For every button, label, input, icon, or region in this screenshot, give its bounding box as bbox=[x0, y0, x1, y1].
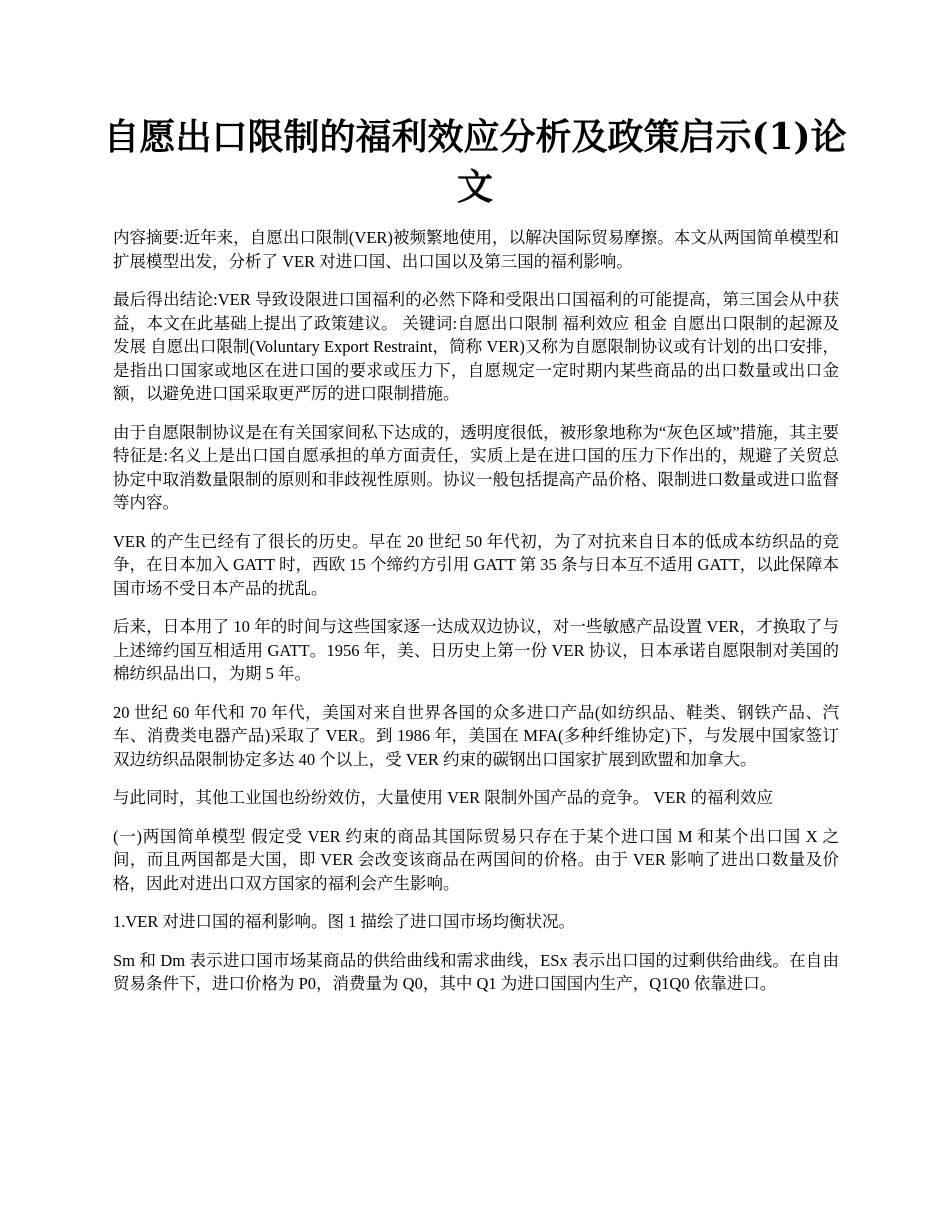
paragraph-us-ver: 20 世纪 60 年代和 70 年代，美国对来自世界各国的众多进口产品(如纺织品、鞋类、钢铁产品、汽车、消费类电器产品)采取了 VER。到 1986 年，美国在 MFA(多种纤维协定)下，与发展中国家签订双边纺织品限制协定多达 40 个以上，受 VER 约束的碳钢出口国家扩展到欧盟和加拿大。 bbox=[113, 702, 839, 769]
paragraph-supply-demand: Sm 和 Dm 表示进口国市场某商品的供给曲线和需求曲线，ESx 表示出口国的过剩供给曲线。在自由贸易条件下，进口价格为 P0，消费量为 Q0，其中 Q1 为进口国国内生产，Q1Q0 依靠进口。 bbox=[113, 950, 839, 993]
paragraph-history: VER 的产生已经有了很长的历史。早在 20 世纪 50 年代初，为了对抗来自日本的低成本纺织品的竞争，在日本加入 GATT 时，西欧 15 个缔约方引用 GATT 第 35 条与日本互不适用 GATT，以此保障本国市场不受日本产品的扰乱。 bbox=[113, 531, 839, 598]
document-title: 自愿出口限制的福利效应分析及政策启示(1)论文 bbox=[103, 116, 847, 208]
document-body bbox=[113, 226, 839, 1011]
paragraph-other-countries: 与此同时，其他工业国也纷纷效仿，大量使用 VER 限制外国产品的竞争。 VER 的福利效应 bbox=[113, 788, 773, 807]
paragraph-two-country-model: (一)两国简单模型 假定受 VER 约束的商品其国际贸易只存在于某个进口国 M 和某个出口国 X 之间，而且两国都是大国，即 VER 会改变该商品在两国间的价格。由于 VER 影响了进出口数量及价格，因此对进出口双方国家的福利会产生影响。 bbox=[113, 826, 839, 893]
paragraph-conclusion-keywords: 最后得出结论:VER 导致设限进口国福利的必然下降和受限出口国福利的可能提高，第三国会从中获益，本文在此基础上提出了政策建议。 关键词:自愿出口限制 福利效应 租金 自愿出口限制的起源及发展 自愿出口限制(Voluntary Export Restraint，简称 VER)又称为自愿限制协议或有计划的出口安排，是指出口国家或地区在进口国的要求或压力下，自愿规定一定时期内某些商品的出口数量或出口金额，以避免进口国采取更严厉的进口限制措施。 bbox=[113, 290, 839, 403]
paragraph-gray-area: 由于自愿限制协议是在有关国家间私下达成的，透明度很低，被形象地称为“灰色区域”措施，其主要特征是:名义上是出口国自愿承担的单方面责任，实质上是在进口国的压力下作出的，规避了关贸总协定中取消数量限制的原则和非歧视性原则。协议一般包括提高产品价格、限制进口数量或进口监督等内容。 bbox=[113, 422, 839, 512]
paragraph-abstract: 内容摘要:近年来，自愿出口限制(VER)被频繁地使用，以解决国际贸易摩擦。本文从两国简单模型和扩展模型出发，分析了 VER 对进口国、出口国以及第三国的福利影响。 bbox=[113, 228, 839, 271]
paragraph-japan-bilateral: 后来，日本用了 10 年的时间与这些国家逐一达成双边协议，对一些敏感产品设置 VER，才换取了与上述缔约国互相适用 GATT。1956 年，美、日历史上第一份 VER 协议，日本承诺自愿限制对美国的棉纺织品出口，为期 5 年。 bbox=[113, 617, 839, 683]
paragraph-import-welfare: 1.VER 对进口国的福利影响。图 1 描绘了进口国市场均衡状况。 bbox=[113, 912, 575, 931]
